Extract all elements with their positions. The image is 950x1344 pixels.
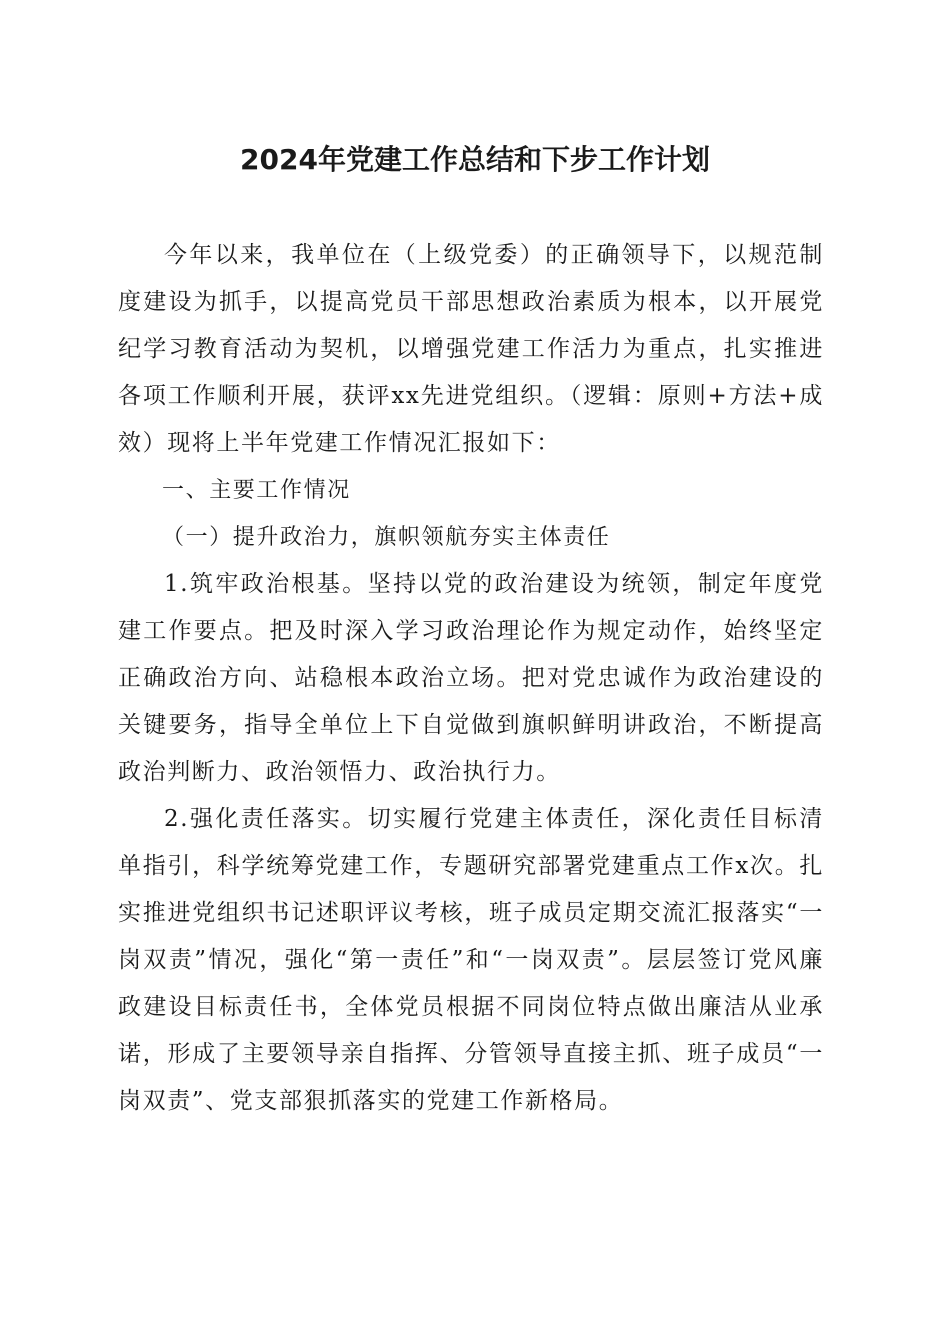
- paragraph-item-2: 2.强化责任落实。切实履行党建主体责任，深化责任目标清单指引，科学统筹党建工作，专题研究部署党建重点工作x次。扎实推进党组织书记述职评议考核，班子成员定期交流汇报落实“一岗双责”情况，强化“第一责任”和“一岗双责”。层层签订党风廉政建设目标责任书，全体党员根据不同岗位特点做出廉洁从业承诺，形成了主要领导亲自指挥、分管领导直接主抓、班子成员“一岗双责”、党支部狠抓落实的党建工作新格局。: [118, 806, 824, 1114]
- section-heading-main-work: 一、主要工作情况: [162, 478, 351, 503]
- subsection-heading-political: （一）提升政治力，旗帜领航夯实主体责任: [162, 525, 611, 550]
- document-body: [118, 232, 824, 1125]
- intro-paragraph: 今年以来，我单位在（上级党委）的正确领导下，以规范制度建设为抓手，以提高党员干部思想政治素质为根本，以开展党纪学习教育活动为契机，以增强党建工作活力为重点，扎实推进各项工作顺利开展，获评xx先进党组织。（逻辑：原则+方法+成效）现将上半年党建工作情况汇报如下：: [118, 242, 824, 456]
- document-title: 2024年党建工作总结和下步工作计划: [240, 143, 710, 176]
- paragraph-item-1: 1.筑牢政治根基。坚持以党的政治建设为统领，制定年度党建工作要点。把及时深入学习政治理论作为规定动作，始终坚定正确政治方向、站稳根本政治立场。把对党忠诚作为政治建设的关键要务，指导全单位上下自觉做到旗帜鲜明讲政治，不断提高政治判断力、政治领悟力、政治执行力。: [118, 571, 824, 785]
